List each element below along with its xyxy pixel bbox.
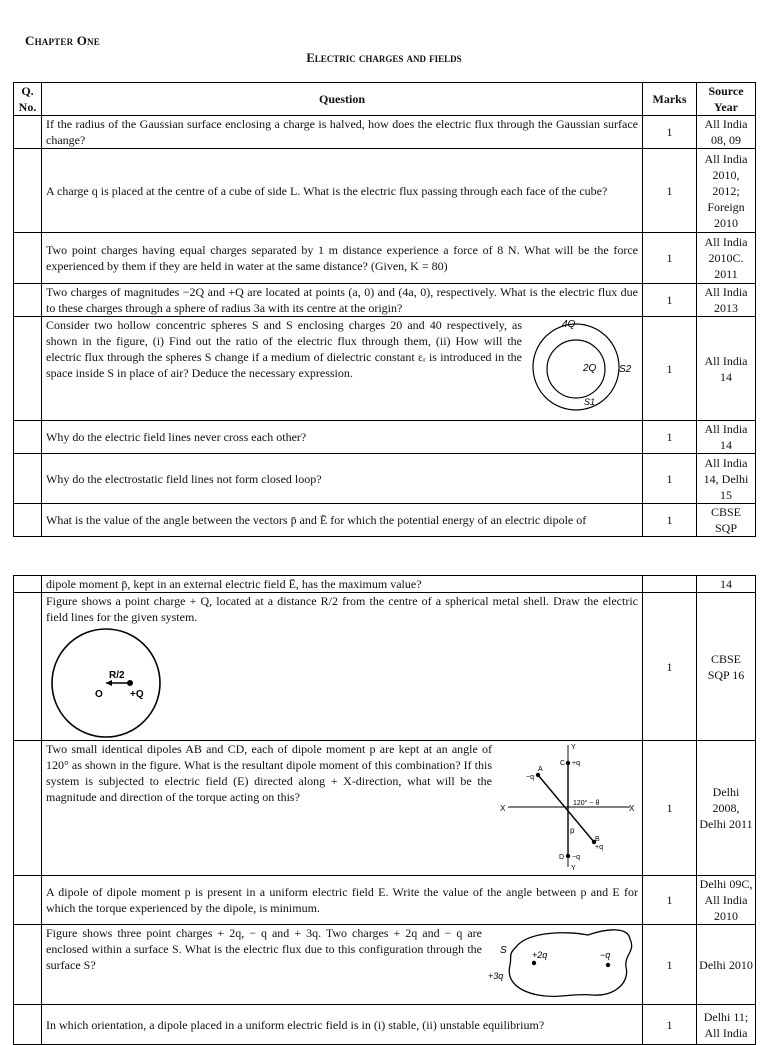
source-cell: All India 14, Delhi 15: [697, 454, 756, 504]
question-text: Figure shows a point charge + Q, located at a distance R/2 from the centre of a spherical metal shell. Draw the electric field lines for the given system.: [46, 594, 638, 624]
minus-q-label: −q: [600, 950, 611, 960]
b-label: B: [595, 836, 600, 843]
dipole-ab: [538, 775, 594, 842]
qno-cell: [14, 233, 42, 284]
question-cell: dipole moment p̄, kept in an external electric field Ē, has the maximum value?: [42, 576, 643, 593]
table-row: [14, 116, 756, 149]
x-neg-label: X: [500, 804, 506, 813]
qno-cell: [14, 149, 42, 233]
source-cell: CBSE SQP: [697, 504, 756, 537]
table-row: [14, 421, 756, 454]
qno-cell: [14, 421, 42, 454]
marks-cell: 1: [643, 284, 697, 317]
s2-label: S2: [619, 364, 632, 375]
center-label: O: [95, 689, 103, 700]
x-label: X: [629, 804, 635, 813]
source-cell: Delhi 2008, Delhi 2011: [697, 741, 756, 876]
source-cell: All India 2013: [697, 284, 756, 317]
qno-cell: [14, 741, 42, 876]
source-cell: Delhi 11; All India: [697, 1005, 756, 1045]
marks-cell: 1: [643, 876, 697, 925]
charge-label: +Q: [130, 689, 144, 700]
marks-cell: 1: [643, 741, 697, 876]
qno-cell: [14, 284, 42, 317]
source-cell: Delhi 2010: [697, 925, 756, 1005]
marks-cell: 1: [643, 421, 697, 454]
col-header-qno: Q. No.: [14, 83, 42, 116]
marks-cell: 1: [643, 925, 697, 1005]
y-label: Y: [571, 744, 576, 751]
point-charge: [127, 680, 133, 686]
surface-s: [509, 930, 631, 997]
table-row: [14, 576, 756, 593]
chapter-heading: Chapter One: [25, 33, 100, 48]
table-row: [14, 741, 756, 876]
closed-surface-figure: [488, 925, 638, 1001]
source-cell: All India 2010, 2012; Foreign 2010: [697, 149, 756, 233]
y-neg-label: Y: [571, 865, 576, 871]
p-label: p: [570, 826, 575, 835]
qno-cell: [14, 504, 42, 537]
marks-cell: 1: [643, 593, 697, 741]
table-row: [14, 504, 756, 537]
marks-cell: 1: [643, 149, 697, 233]
source-cell: CBSE SQP 16: [697, 593, 756, 741]
c-charge-label: +q: [572, 760, 580, 767]
question-cell: In which orientation, a dipole placed in a uniform electric field is in (i) stable, (ii) unstable equilibrium?: [42, 1005, 643, 1045]
source-cell: All India 14: [697, 317, 756, 421]
col-header-question: Question: [42, 83, 643, 116]
charge-plus-2q: [532, 961, 536, 965]
questions-table: [13, 82, 756, 537]
qno-cell: [14, 116, 42, 149]
table-header-row: [14, 83, 756, 116]
question-cell: Why do the electrostatic field lines not form closed loop?: [42, 454, 643, 504]
question-cell: A charge q is placed at the centre of a cube of side L. What is the electric flux passing through each face of the cube?: [42, 149, 643, 233]
c-label: C: [560, 760, 566, 767]
concentric-spheres-figure: [528, 317, 638, 413]
marks-cell: 1: [643, 116, 697, 149]
b-charge-label: +q: [595, 844, 603, 851]
question-cell: A dipole of dipole moment p is present in a uniform electric field E. Write the value of the angle between p and E for which the torque experienced by the dipole, is minimum.: [42, 876, 643, 925]
table-row: [14, 925, 756, 1005]
table-row: [14, 149, 756, 233]
marks-cell: [643, 576, 697, 593]
table-row: [14, 284, 756, 317]
question-text: Consider two hollow concentric spheres S and S enclosing charges 20 and 40 respectively, as shown in the figure, (i) Find out the ratio of the electric flux through them, (ii) How will the electric flux through the spheres S change if a medium of dielectric constant εᵣ is introduced in the space inside S in place of air? Deduce the necessary expression.: [46, 318, 522, 380]
inner-charge-label: 2Q: [583, 363, 597, 374]
angle-label: 120° − θ: [573, 800, 600, 807]
qno-cell: [14, 876, 42, 925]
questions-table-continued: [13, 575, 756, 1045]
surface-label: S: [500, 945, 507, 956]
marks-cell: 1: [643, 1005, 697, 1045]
marks-cell: 1: [643, 317, 697, 421]
spherical-shell-figure: [46, 627, 166, 739]
qno-cell: [14, 576, 42, 593]
source-cell: All India 14: [697, 421, 756, 454]
table-row: [14, 593, 756, 741]
source-cell: 14: [697, 576, 756, 593]
col-header-source: Source Year: [697, 83, 756, 116]
charge-d: [566, 854, 570, 858]
charge-a: [536, 773, 540, 777]
a-charge-label: −q: [526, 774, 534, 781]
charge-c: [566, 761, 570, 765]
plus-3q-label: +3q: [488, 971, 504, 981]
qno-cell: [14, 454, 42, 504]
table-row: [14, 1005, 756, 1045]
source-cell: All India 2010C. 2011: [697, 233, 756, 284]
qno-cell: [14, 593, 42, 741]
s1-label: S1: [584, 397, 596, 407]
question-cell: If the radius of the Gaussian surface enclosing a charge is halved, how does the electric flux through the Gaussian surface change?: [42, 116, 643, 149]
d-label: D: [559, 854, 565, 861]
question-cell: [42, 925, 643, 1005]
distance-label: R/2: [109, 670, 125, 681]
table-row: [14, 233, 756, 284]
outer-charge-label: 4Q: [562, 319, 576, 330]
marks-cell: 1: [643, 504, 697, 537]
plus-2q-label: +2q: [532, 950, 548, 960]
qno-cell: [14, 317, 42, 421]
qno-cell: [14, 1005, 42, 1045]
marks-cell: 1: [643, 233, 697, 284]
question-cell: What is the value of the angle between the vectors p̄ and Ē for which the potential energy of an electric dipole of: [42, 504, 643, 537]
table-row: [14, 317, 756, 421]
qno-cell: [14, 925, 42, 1005]
charge-minus-q: [606, 963, 610, 967]
col-header-marks: Marks: [643, 83, 697, 116]
table-row: [14, 876, 756, 925]
question-cell: [42, 741, 643, 876]
source-cell: Delhi 09C, All India 2010: [697, 876, 756, 925]
a-label: A: [538, 766, 543, 773]
source-cell: All India 08, 09: [697, 116, 756, 149]
question-text: Figure shows three point charges + 2q, − q and + 3q. Two charges + 2q and − q are enclosed within a surface S. What is the electric flux due to this configuration through the surface S?: [46, 926, 482, 972]
outer-sphere: [533, 324, 619, 410]
d-charge-label: −q: [572, 854, 580, 861]
page-title: Electric charges and fields: [306, 51, 462, 65]
table-row: [14, 454, 756, 504]
marks-cell: 1: [643, 454, 697, 504]
question-cell: Two charges of magnitudes −2Q and +Q are located at points (a, 0) and (4a, 0), respectively. What is the electric flux due to these charges through a sphere of radius 3a with its centre at the origin?: [42, 284, 643, 317]
question-text: Two small identical dipoles AB and CD, each of dipole moment p are kept at an angle of 120° as shown in the figure. What is the resultant dipole moment of this combination? If this system is subjected to electric field (E) directed along + X-direction, what will be the magnitude and direction of the torque acting on this?: [46, 742, 492, 804]
question-cell: Why do the electric field lines never cross each other?: [42, 421, 643, 454]
question-cell: [42, 317, 643, 421]
question-cell: Two point charges having equal charges separated by 1 m distance experience a force of 8 N. What will be the force experienced by them if they are held in water at the same distance? (Given, K = 80): [42, 233, 643, 284]
dipoles-figure: [498, 741, 638, 871]
question-cell: [42, 593, 643, 741]
